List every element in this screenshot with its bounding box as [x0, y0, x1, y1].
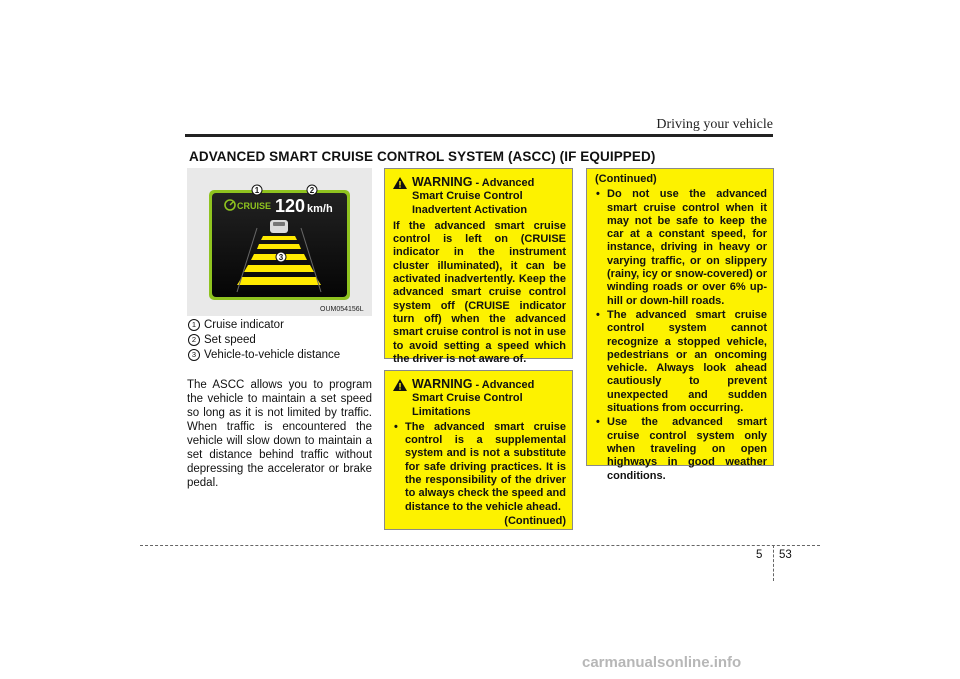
chapter-title: Driving your vehicle	[656, 117, 773, 132]
warning-triangle-icon	[393, 379, 407, 391]
list-item: • The advanced smart cruise control is a supplemental system and is not a substitute for safe driving practices. It is the responsibility of the driver to always check the speed and distance to the vehicle ahead.	[393, 421, 566, 514]
warning-subtitle: Smart Cruise Control Inadvertent Activation	[412, 190, 528, 216]
list-item: • Use the advanced smart cruise control system only when traveling on open highways in good weather conditions.	[595, 416, 767, 482]
speed-value: 120	[275, 196, 306, 216]
section-title: ADVANCED SMART CRUISE CONTROL SYSTEM (ASCC) (IF EQUIPPED)	[189, 149, 656, 164]
marker-3	[276, 252, 286, 262]
caption-1: 1 Cruise indicator	[188, 318, 284, 332]
warning-continued	[586, 168, 774, 482]
list-item: • The advanced smart cruise control system cannot recognize a stopped vehicle, pedestrians or an oncoming vehicle. Always look ahead cautiously to prevent unexpected and sudden situations from occurring.	[595, 309, 767, 415]
speed-unit: km/h	[307, 203, 333, 215]
cruise-label: CRUISE	[237, 201, 272, 211]
page-number: 53	[779, 549, 792, 561]
warning-bullets	[595, 188, 767, 483]
cluster-display	[187, 168, 372, 316]
svg-text:1: 1	[254, 186, 260, 195]
svg-text:2: 2	[309, 186, 315, 195]
warning-bullets	[393, 421, 566, 514]
figure-code: OUM054156L	[320, 306, 364, 313]
warning-header: WARNING - Advanced	[393, 378, 566, 392]
marker-2	[307, 185, 317, 195]
cluster-figure	[187, 168, 372, 316]
warning-subtitle: Smart Cruise Control Limitations	[412, 392, 523, 418]
continued-label: (Continued)	[504, 514, 566, 527]
warning-body: If the advanced smart cruise control is left on (CRUISE indicator in the instrument cluster illuminated), it can be activated inadvertently. Keep the advanced smart cruise control system off (CRUISE indicator turn off) when the advanced smart cruise control is not in use to avoid setting a speed which the driver is not aware of.	[393, 219, 566, 365]
list-item: • Do not use the advanced smart cruise control when it may not be safe to keep the car at a constant speed, for instance, driving in heavy or varying traffic, or on slippery (rainy, icy or snow-covered) or winding roads or over 6% up-hill or down-hill roads.	[595, 188, 767, 308]
caption-2: 2 Set speed	[188, 333, 256, 347]
watermark: carmanualsonline.info	[582, 654, 742, 671]
marker-1	[252, 185, 262, 195]
leading-vehicle-icon	[270, 220, 288, 233]
body-text: The ASCC allows you to program the vehicle to maintain a set speed so long as it is not limited by traffic. When traffic is encountered the vehicle will slow down to maintain a set distance behind traffic without depressing the accelerator or brake pedal.	[187, 379, 372, 489]
svg-text:3: 3	[278, 253, 284, 262]
warning-word: WARNING	[412, 175, 473, 189]
header-rule	[185, 134, 773, 137]
warning-header: WARNING - Advanced	[393, 176, 566, 190]
caption-3: 3 Vehicle-to-vehicle distance	[188, 348, 340, 362]
warning-inadvertent-activation	[384, 168, 573, 365]
footer-divider	[773, 545, 774, 581]
warning-limitations	[384, 370, 573, 530]
page-chapter: 5	[756, 549, 763, 561]
continued-head: (Continued)	[595, 173, 657, 185]
footer-rule	[140, 545, 820, 546]
warning-triangle-icon	[393, 177, 407, 189]
warning-word: WARNING	[412, 377, 473, 391]
